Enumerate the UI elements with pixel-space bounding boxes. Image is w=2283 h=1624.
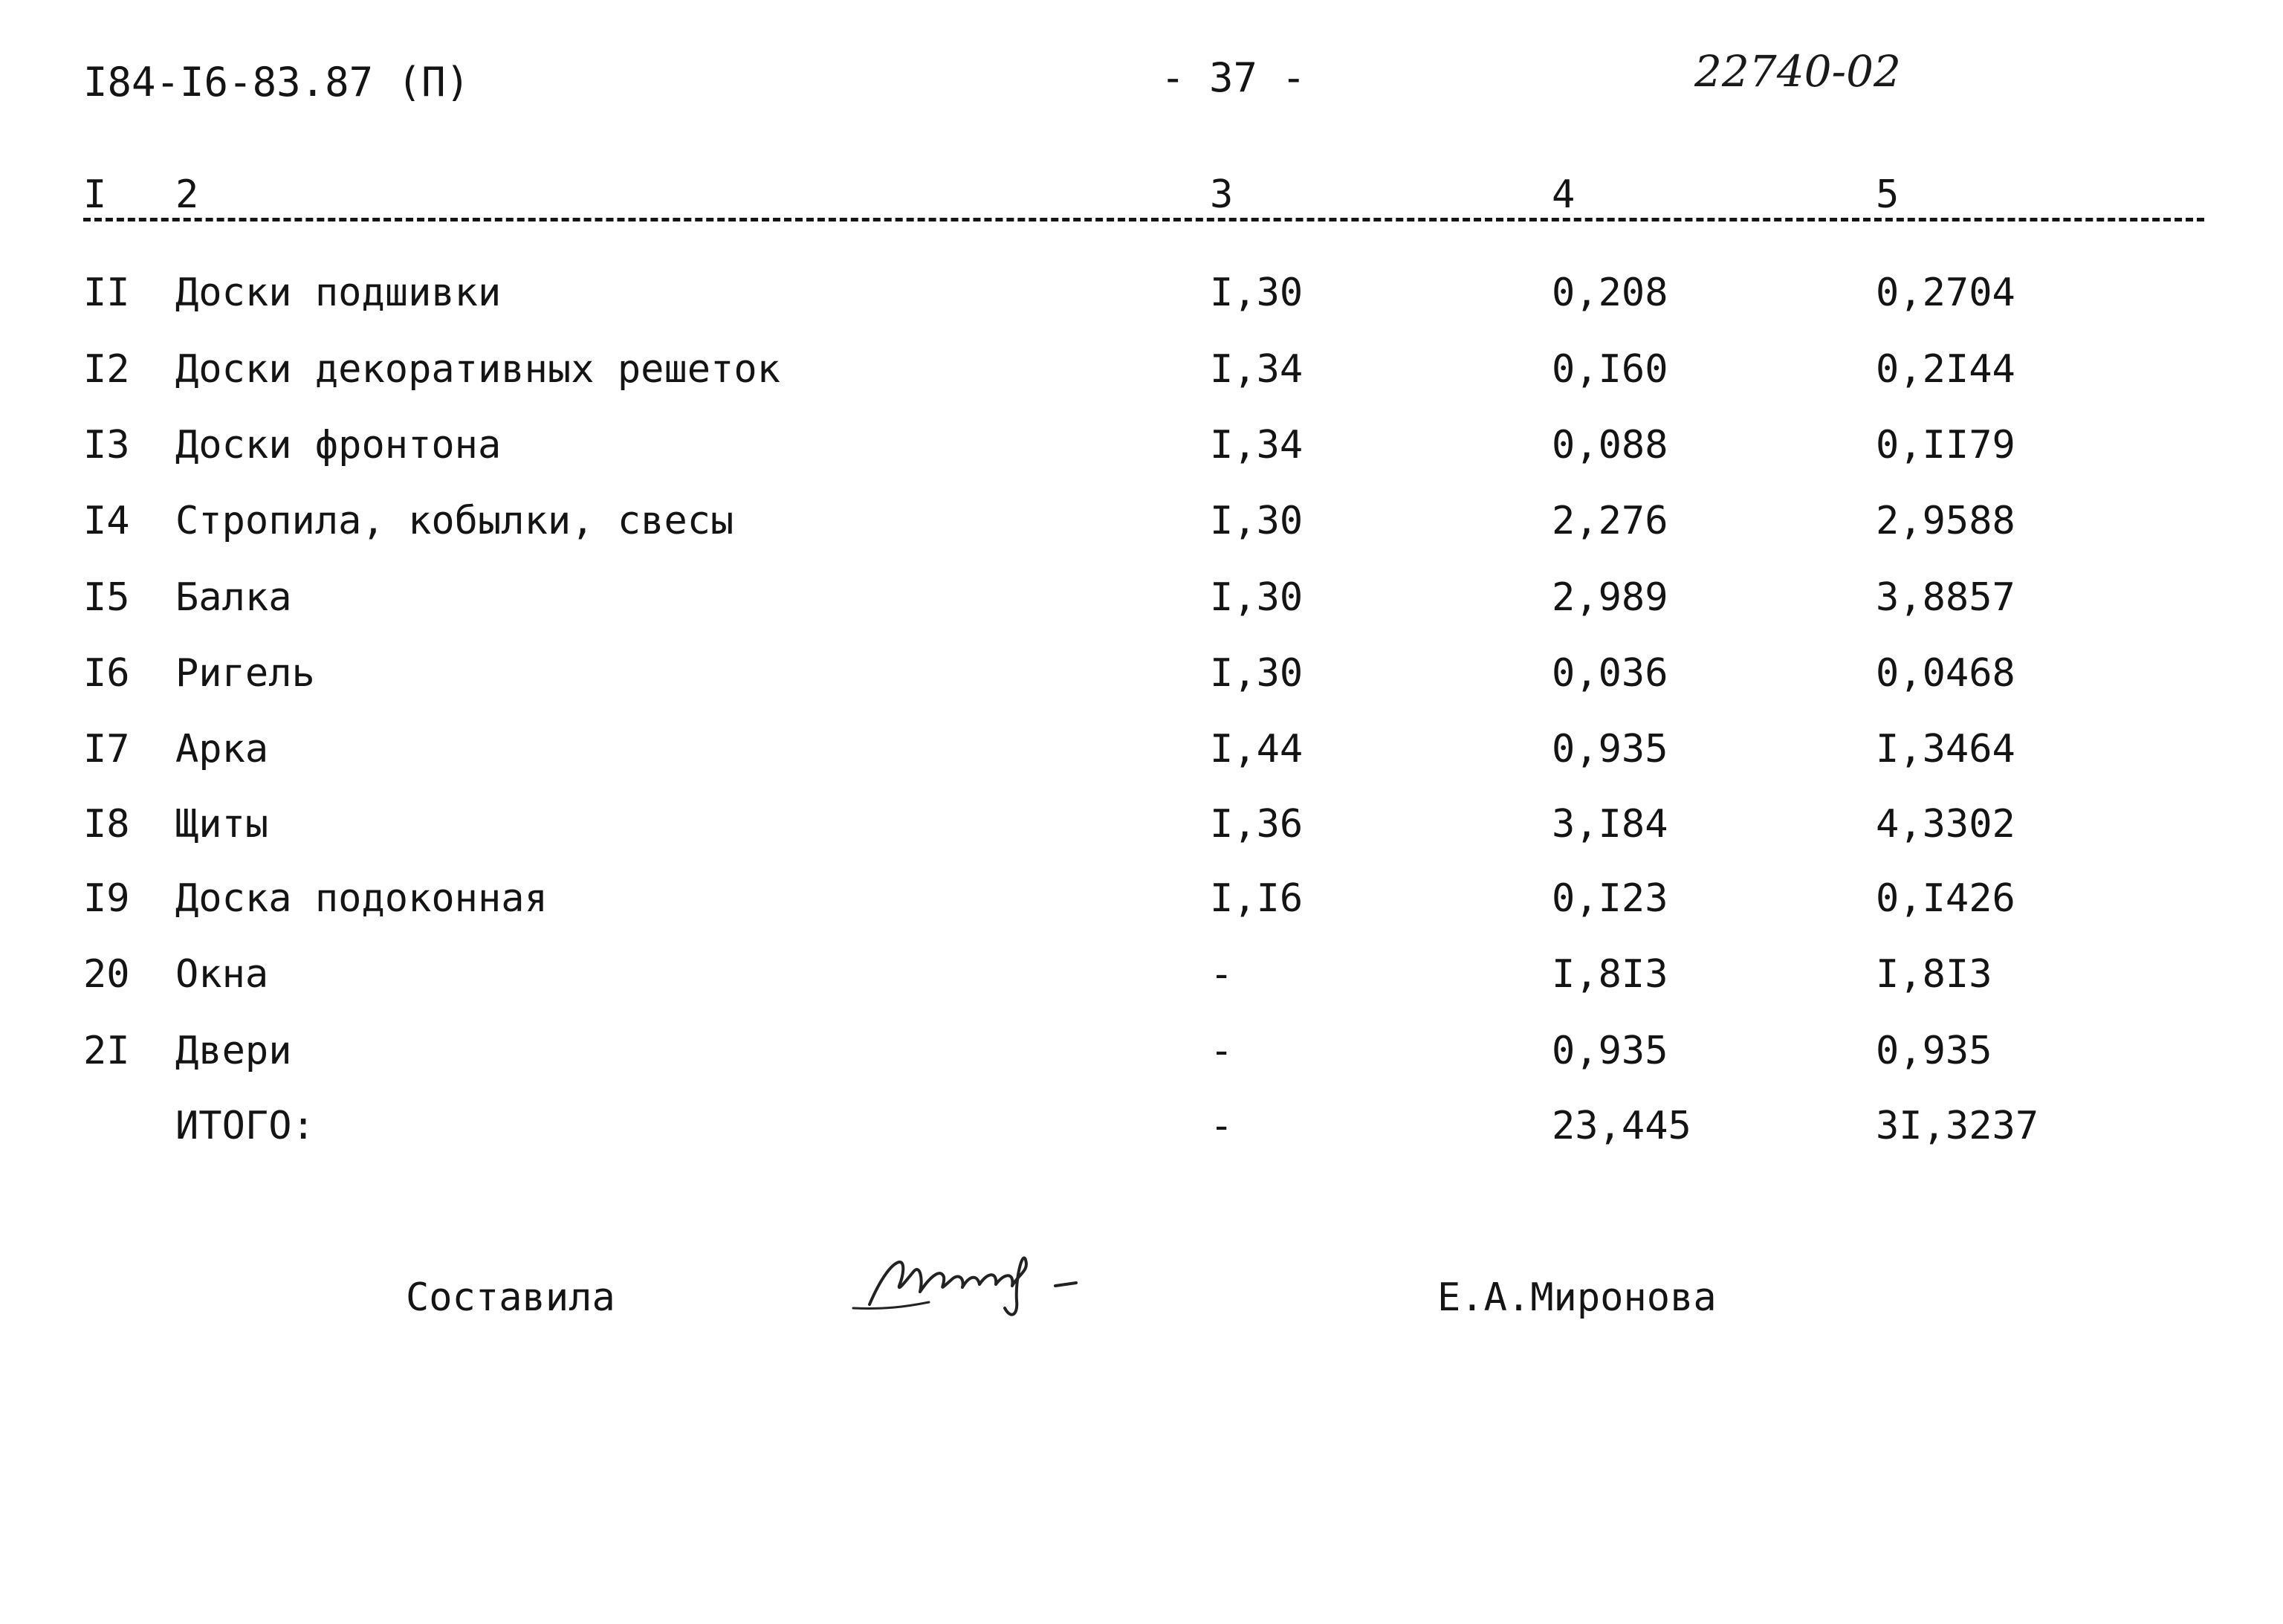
row-name: Щиты	[175, 802, 269, 847]
row-col3: I,30	[1210, 651, 1304, 696]
row-col3: I,30	[1210, 575, 1304, 620]
row-col4: 2,989	[1552, 575, 1668, 620]
row-col3: I,I6	[1210, 876, 1304, 921]
row-number: I7	[83, 727, 130, 771]
header-dashed-rule	[83, 218, 2204, 221]
row-col4: I,8I3	[1552, 952, 1668, 997]
row-col5: 0,0468	[1876, 651, 2015, 696]
document-code: I84-I6-83.87 (П)	[83, 59, 470, 106]
column-header-5: 5	[1876, 172, 1900, 217]
row-name: Балка	[175, 575, 292, 620]
row-number: I6	[83, 651, 130, 696]
row-col5: 0,I426	[1876, 876, 2015, 921]
row-number: II	[83, 271, 130, 315]
row-col3: I,34	[1210, 423, 1304, 468]
column-header-3: 3	[1210, 172, 1234, 217]
row-col5: 0,2704	[1876, 271, 2015, 315]
handwritten-signature	[840, 1234, 1152, 1330]
row-col4: 0,935	[1552, 1029, 1668, 1073]
row-name: Доска подоконная	[175, 876, 548, 921]
total-col5: 3I,3237	[1876, 1104, 2039, 1148]
total-col4: 23,445	[1552, 1104, 1691, 1148]
table-row	[0, 575, 2283, 630]
row-col4: 0,935	[1552, 727, 1668, 771]
table-row	[0, 651, 2283, 706]
row-col4: 0,208	[1552, 271, 1668, 315]
row-col4: 0,I23	[1552, 876, 1668, 921]
table-total-row	[0, 1104, 2283, 1159]
row-name: Доски фронтона	[175, 423, 502, 468]
row-col4: 0,I60	[1552, 347, 1668, 392]
row-col5: 2,9588	[1876, 499, 2015, 543]
row-name: Окна	[175, 952, 269, 997]
row-col3: I,36	[1210, 802, 1304, 847]
row-col3: -	[1210, 1029, 1234, 1073]
row-col4: 0,036	[1552, 651, 1668, 696]
table-row	[0, 727, 2283, 782]
table-row	[0, 802, 2283, 857]
row-col3: I,30	[1210, 499, 1304, 543]
row-name: Доски подшивки	[175, 271, 502, 315]
row-number: I8	[83, 802, 130, 847]
column-header-1: I	[83, 172, 107, 217]
compiled-by-label: Составила	[406, 1275, 615, 1320]
row-col5: 0,II79	[1876, 423, 2015, 468]
row-col3: I,44	[1210, 727, 1304, 771]
compiler-name: Е.А.Миронова	[1437, 1275, 1717, 1320]
row-col5: 0,935	[1876, 1029, 1992, 1073]
handwritten-number: 22740-02	[1694, 46, 1901, 97]
table-row	[0, 347, 2283, 402]
row-col3: I,34	[1210, 347, 1304, 392]
total-col3: -	[1210, 1104, 1234, 1148]
row-name: Доски декоративных решеток	[175, 347, 780, 392]
row-col4: 2,276	[1552, 499, 1668, 543]
row-col4: 3,I84	[1552, 802, 1668, 847]
row-number: I9	[83, 876, 130, 921]
row-number: I4	[83, 499, 130, 543]
row-number: I5	[83, 575, 130, 620]
row-col5: I,3464	[1876, 727, 2015, 771]
row-col3: -	[1210, 952, 1234, 997]
row-col3: I,30	[1210, 271, 1304, 315]
column-header-4: 4	[1552, 172, 1576, 217]
table-row	[0, 1029, 2283, 1084]
table-row	[0, 423, 2283, 478]
row-col5: 4,3302	[1876, 802, 2015, 847]
table-row	[0, 499, 2283, 554]
row-name: Двери	[175, 1029, 292, 1073]
page-number: - 37 -	[1161, 54, 1306, 101]
row-name: Стропила, кобылки, свесы	[175, 499, 734, 543]
row-col5: I,8I3	[1876, 952, 1992, 997]
row-number: I3	[83, 423, 130, 468]
row-col5: 0,2I44	[1876, 347, 2015, 392]
row-col4: 0,088	[1552, 423, 1668, 468]
total-label: ИТОГО:	[175, 1104, 315, 1148]
table-row	[0, 271, 2283, 326]
row-col5: 3,8857	[1876, 575, 2015, 620]
row-name: Ригель	[175, 651, 315, 696]
row-number: 20	[83, 952, 130, 997]
row-name: Арка	[175, 727, 269, 771]
column-header-2: 2	[175, 172, 199, 217]
row-number: I2	[83, 347, 130, 392]
table-row	[0, 952, 2283, 1007]
row-number: 2I	[83, 1029, 130, 1073]
table-row	[0, 876, 2283, 931]
